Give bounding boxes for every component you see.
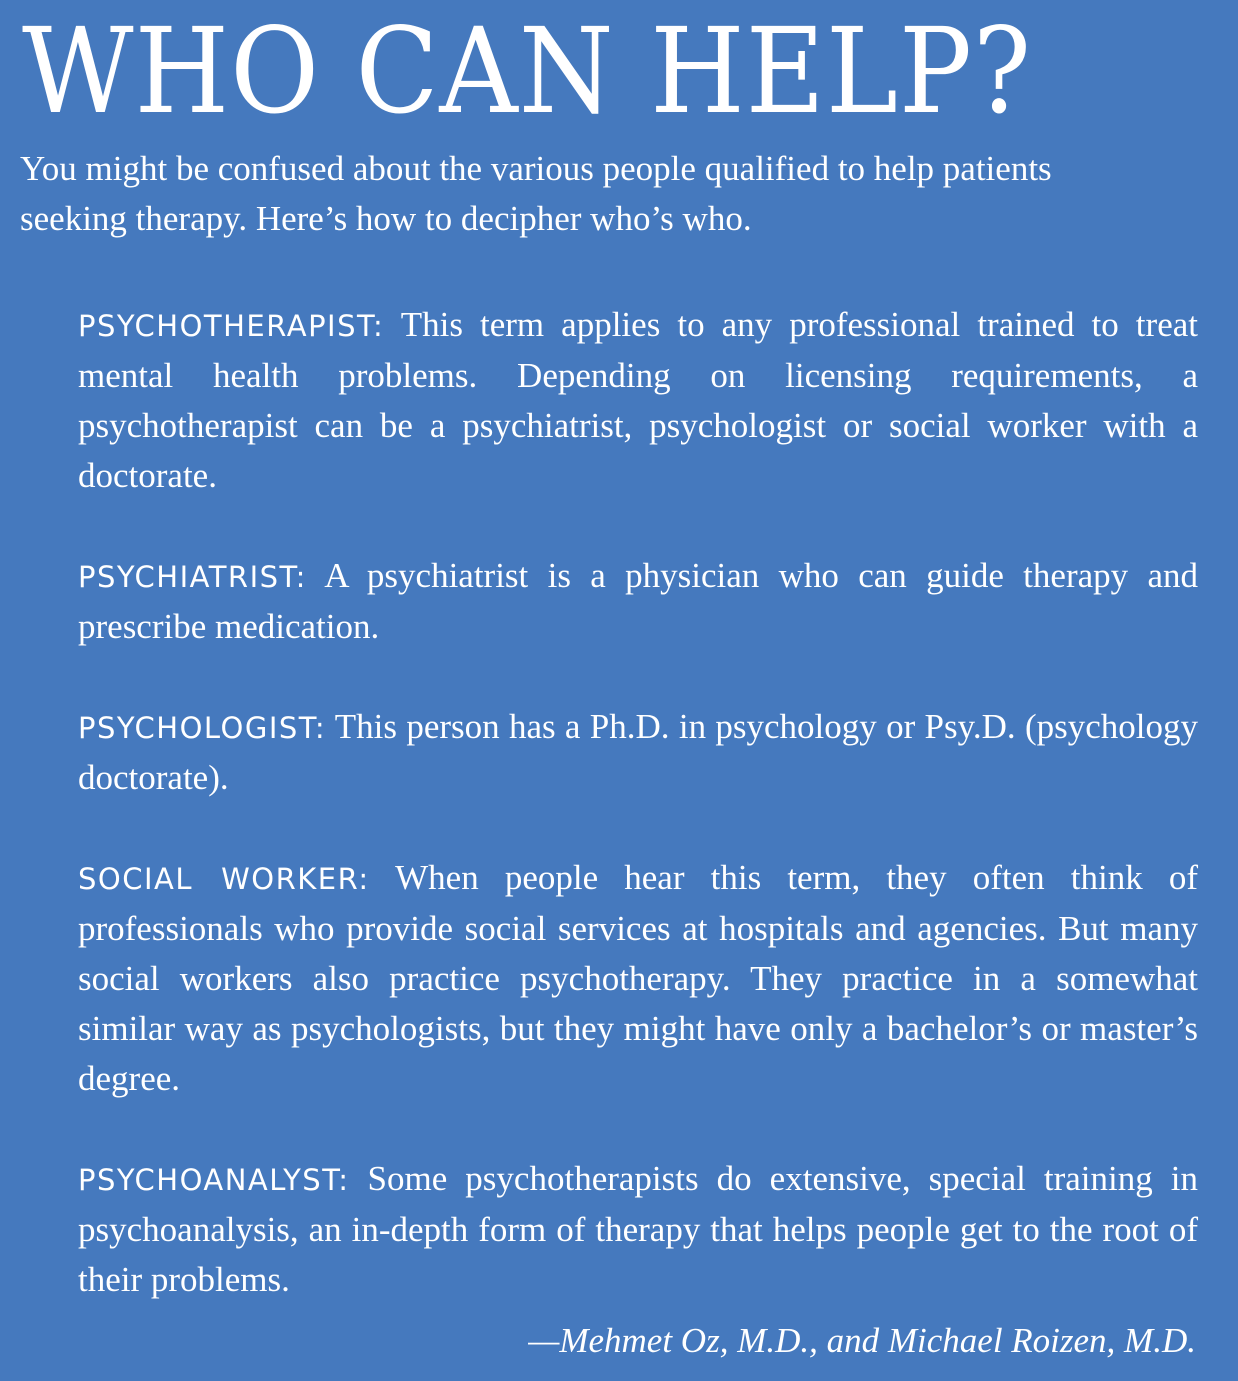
term-label: PSYCHOLOGIST:: [78, 711, 327, 745]
definition-list: [78, 300, 1198, 1355]
page-title: WHO CAN HELP?: [22, 2, 1032, 140]
term-definition: This person has a Ph.D. in psychology or Psy.D. (psychology doctorate).: [78, 707, 1198, 797]
term-definition: When people hear this term, they often think of professionals who provide social services at hospitals and agencies. But many social workers also practice psychotherapy. They practice in a somewhat similar way as psychologists, but they might have only a bachelor’s or master’s degree.: [78, 858, 1198, 1098]
attribution: —Mehmet Oz, M.D., and Michael Roizen, M.D.: [528, 1321, 1196, 1360]
definition-psychiatrist: [78, 551, 1198, 652]
term-definition: Some psychotherapists do extensive, special training in psychoanalysis, an in-depth form of therapy that helps people get to the root of their problems.: [78, 1159, 1198, 1299]
term-label: PSYCHIATRIST:: [78, 560, 307, 594]
term-label: PSYCHOTHERAPIST:: [78, 309, 385, 343]
intro-text: You might be confused about the various people qualified to help patients seeking therapy. Here’s how to decipher who’s who.: [20, 149, 1052, 238]
term-label: PSYCHOANALYST:: [78, 1163, 350, 1197]
term-definition: A psychiatrist is a physician who can guide therapy and prescribe medication.: [78, 556, 1198, 646]
definition-social-worker: [78, 853, 1198, 1104]
definition-psychoanalyst: [78, 1154, 1198, 1305]
term-definition: This term applies to any professional trained to treat mental health problems. Depending on licensing requirements, a psychotherapist can be a psychiatrist, psychologist or social worker with a doctorate.: [78, 305, 1198, 495]
definition-psychotherapist: [78, 300, 1198, 501]
definition-psychologist: [78, 702, 1198, 803]
term-label: SOCIAL WORKER:: [78, 862, 370, 896]
